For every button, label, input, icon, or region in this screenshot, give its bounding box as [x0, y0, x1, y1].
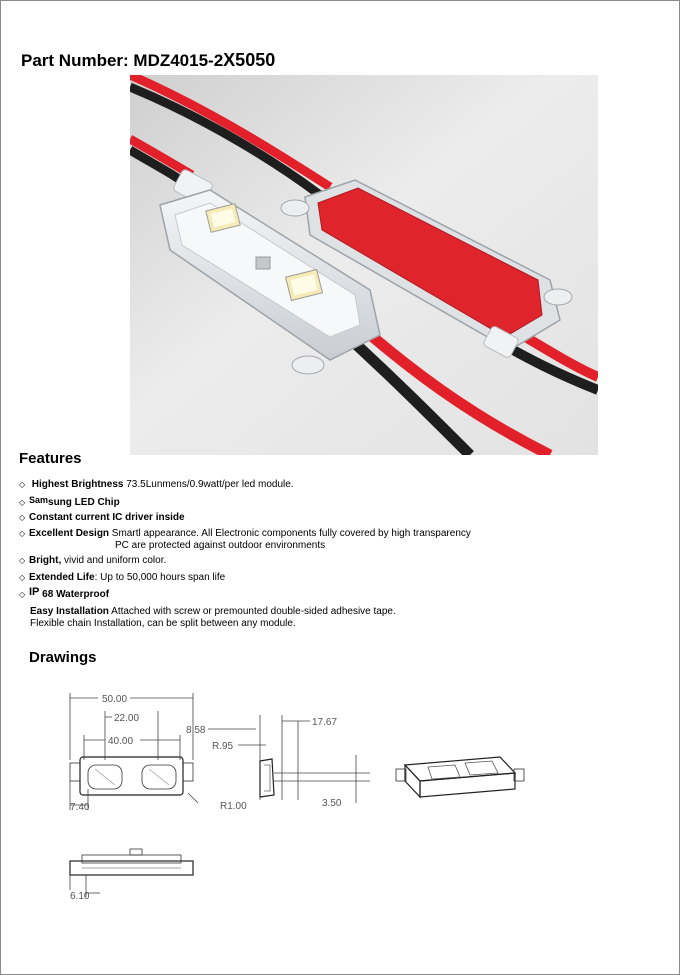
svg-text:R1.00: R1.00 [220, 801, 247, 812]
part-number-title: Part Number: MDZ4015-2X5050 [21, 50, 276, 70]
svg-text:6.10: 6.10 [70, 891, 90, 902]
product-photo [130, 75, 598, 455]
feature-item: ◇ Constant current IC driver inside [19, 512, 185, 523]
feature-item: ◇ IP 68 Waterproof [19, 586, 110, 600]
feature-item-continuation: PC are protected against outdoor environments [115, 540, 326, 551]
feature-item: ◇ Extended Life: Up to 50,000 hours span life [19, 572, 226, 583]
feature-item: ◇ Highest Brightness 73.5Lunmens/0.9watt/per led module. [19, 479, 294, 490]
features-heading: Features [19, 450, 82, 467]
easy-installation: Easy Installation Attached with screw or premounted double-sided adhesive tape. Flexible chain Installation, can be split between any module. [30, 606, 396, 629]
feature-item: ◇ Bright, vivid and uniform color. [19, 555, 167, 566]
feature-item: ◇ Excellent Design Smartl appearance. All Electronic components fully covered by high transparency [19, 528, 471, 539]
svg-text:17.67: 17.67 [312, 717, 338, 728]
svg-text:R.95: R.95 [212, 741, 234, 752]
svg-text:50.00: 50.00 [102, 694, 128, 705]
feature-item: ◇ Samsung LED Chip [19, 495, 120, 508]
drawings-heading: Drawings [29, 649, 97, 666]
technical-drawings [60, 685, 530, 910]
svg-text:7.40: 7.40 [70, 802, 90, 813]
svg-text:22.00: 22.00 [114, 713, 140, 724]
svg-text:8.58: 8.58 [186, 725, 206, 736]
svg-text:40.00: 40.00 [108, 736, 134, 747]
svg-text:3.50: 3.50 [322, 798, 342, 809]
